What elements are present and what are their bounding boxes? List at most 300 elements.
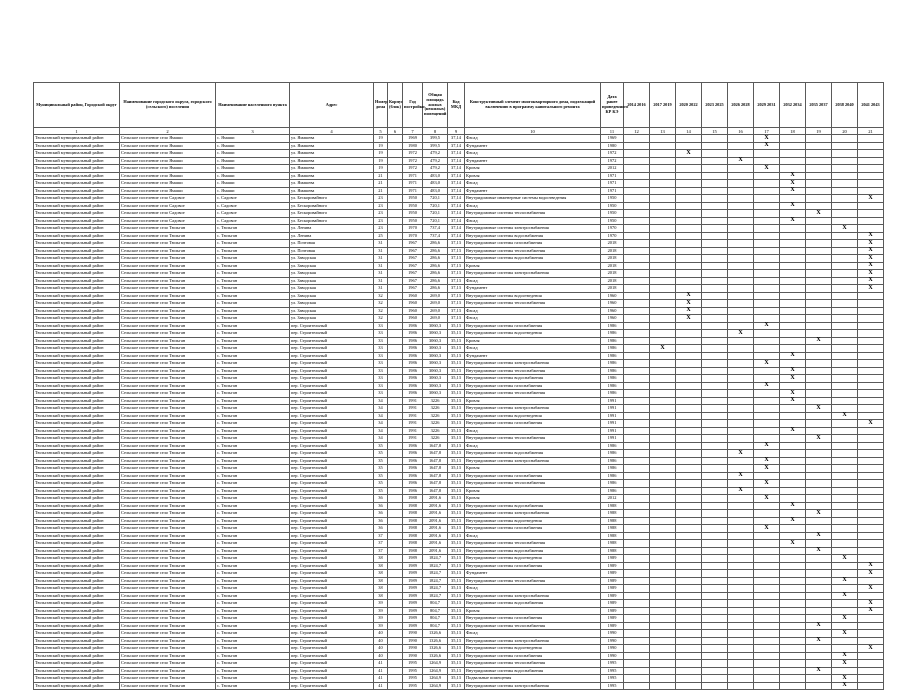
period-mark-cell: X — [858, 585, 884, 593]
period-mark-cell — [832, 375, 858, 383]
last-repair-date-cell: 1991 — [601, 435, 624, 443]
period-mark-cell — [650, 397, 676, 405]
period-mark-cell — [806, 345, 832, 353]
settlement-cell: Сельское поселение село Тюльган — [120, 307, 216, 315]
period-mark-cell — [832, 180, 858, 188]
settlement-cell: Сельское поселение село Тюльган — [120, 367, 216, 375]
period-mark-cell — [728, 637, 754, 645]
last-repair-date-cell: 1989 — [601, 615, 624, 623]
period-mark-cell — [806, 570, 832, 578]
period-mark-cell — [832, 232, 858, 240]
period-mark-cell — [858, 480, 884, 488]
year-built-cell: 1986 — [403, 330, 423, 338]
period-mark-cell — [806, 517, 832, 525]
structural-element-cell: Внутридомовые системы газоснабжения — [465, 615, 601, 623]
period-mark-cell — [650, 660, 676, 668]
period-mark-cell — [832, 532, 858, 540]
area-cell: 399,5 — [423, 135, 448, 143]
structural-element-cell: Внутридомовые системы водоотведения — [465, 292, 601, 300]
period-mark-cell — [858, 592, 884, 600]
period-mark-cell — [702, 292, 728, 300]
address-cell: пер. Строительный — [290, 660, 374, 668]
address-cell: пер. Строительный — [290, 442, 374, 450]
year-built-cell: 1971 — [403, 187, 423, 195]
period-mark-cell — [728, 630, 754, 638]
address-cell: пер. Строительный — [290, 615, 374, 623]
period-mark-cell — [624, 637, 650, 645]
period-mark-cell: X — [858, 645, 884, 653]
last-repair-date-cell: 2018 — [601, 262, 624, 270]
period-mark-cell: X — [806, 667, 832, 675]
period-mark-cell — [754, 150, 780, 158]
address-cell: пер. Строительный — [290, 367, 374, 375]
period-mark-cell — [702, 247, 728, 255]
year-built-cell: 1989 — [403, 592, 423, 600]
period-mark-cell: X — [858, 255, 884, 263]
period-mark-cell — [624, 180, 650, 188]
structural-element-cell: Внутридомовые системы водоснабжения — [465, 667, 601, 675]
table-row — [34, 307, 884, 315]
period-mark-cell — [780, 210, 806, 218]
column-number: 16 — [728, 128, 754, 135]
period-mark-cell — [832, 202, 858, 210]
year-built-cell: 1988 — [403, 547, 423, 555]
settlement-cell: Сельское поселение село Тюльган — [120, 510, 216, 518]
column-number: 17 — [754, 128, 780, 135]
period-mark-cell — [780, 270, 806, 278]
locality-cell: с. Тюльган — [216, 450, 290, 458]
settlement-cell: Сельское поселение село Тюльган — [120, 502, 216, 510]
building-cell — [388, 675, 403, 683]
period-mark-cell — [624, 157, 650, 165]
period-mark-cell — [728, 495, 754, 503]
column-number: 3 — [216, 128, 290, 135]
settlement-cell: Сельское поселение село Тюльган — [120, 450, 216, 458]
period-mark-cell — [806, 322, 832, 330]
settlement-cell: Сельское поселение село Тюльган — [120, 360, 216, 368]
building-cell — [388, 495, 403, 503]
settlement-cell: Сельское поселение село Тюльган — [120, 682, 216, 690]
period-mark-cell: X — [780, 517, 806, 525]
period-mark-cell — [650, 607, 676, 615]
period-mark-cell — [858, 675, 884, 683]
area-cell: 1264,9 — [423, 675, 448, 683]
period-mark-cell: X — [754, 457, 780, 465]
period-mark-cell: X — [806, 210, 832, 218]
mkd-code-cell: 37,14 — [448, 225, 465, 233]
year-built-cell: 1986 — [403, 367, 423, 375]
period-mark-cell — [676, 412, 702, 420]
building-cell — [388, 630, 403, 638]
area-cell: 2091,6 — [423, 517, 448, 525]
period-mark-cell — [806, 255, 832, 263]
period-mark-cell — [676, 217, 702, 225]
period-mark-cell — [624, 345, 650, 353]
locality-cell: с. Тюльган — [216, 247, 290, 255]
period-mark-cell — [858, 165, 884, 173]
period-mark-cell — [676, 577, 702, 585]
period-mark-cell: X — [754, 480, 780, 488]
mkd-code-cell: 35,13 — [448, 397, 465, 405]
mkd-code-cell: 37,14 — [448, 195, 465, 203]
table-row — [34, 240, 884, 248]
area-cell: 737,4 — [423, 232, 448, 240]
area-cell: 1326,6 — [423, 630, 448, 638]
last-repair-date-cell: 1989 — [601, 600, 624, 608]
period-mark-cell — [624, 630, 650, 638]
table-row — [34, 217, 884, 225]
structural-element-cell: Кровля — [465, 465, 601, 473]
period-mark-cell — [676, 135, 702, 143]
period-mark-cell — [650, 322, 676, 330]
period-mark-cell — [858, 435, 884, 443]
period-mark-cell — [676, 277, 702, 285]
building-cell — [388, 405, 403, 413]
address-cell: пер. Строительный — [290, 645, 374, 653]
period-mark-cell — [858, 622, 884, 630]
year-built-cell: 1967 — [403, 247, 423, 255]
period-mark-cell — [676, 285, 702, 293]
year-built-cell: 1967 — [403, 262, 423, 270]
period-mark-cell — [806, 675, 832, 683]
period-mark-cell — [806, 225, 832, 233]
building-cell — [388, 225, 403, 233]
district-cell: Тюльганский муниципальный район — [34, 187, 120, 195]
period-mark-cell — [624, 465, 650, 473]
structural-element-cell: Внутридомовые системы водоснабжения — [465, 547, 601, 555]
locality-cell: с. Тюльган — [216, 232, 290, 240]
year-built-cell: 1950 — [403, 217, 423, 225]
district-cell: Тюльганский муниципальный район — [34, 270, 120, 278]
last-repair-date-cell: 1986 — [601, 345, 624, 353]
period-mark-cell — [832, 405, 858, 413]
address-cell: ул. Бескоровайного — [290, 210, 374, 218]
settlement-cell: Сельское поселение село Тюльган — [120, 240, 216, 248]
settlement-cell: Сельское поселение село Тюльган — [120, 390, 216, 398]
address-cell: пер. Строительный — [290, 427, 374, 435]
period-mark-cell — [832, 262, 858, 270]
locality-cell: с. Ямаши — [216, 142, 290, 150]
structural-element-cell: Кровля — [465, 172, 601, 180]
area-cell: 286,6 — [423, 285, 448, 293]
last-repair-date-cell: 1990 — [601, 637, 624, 645]
period-mark-cell — [650, 450, 676, 458]
period-mark-cell — [858, 187, 884, 195]
period-mark-cell — [676, 465, 702, 473]
table-row — [34, 157, 884, 165]
last-repair-date-cell: 1989 — [601, 622, 624, 630]
settlement-cell: Сельское поселение село Ямаши — [120, 187, 216, 195]
period-mark-cell — [650, 472, 676, 480]
column-header: Муниципальный район, Городской округ — [34, 83, 120, 128]
mkd-code-cell: 37,13 — [448, 300, 465, 308]
address-cell: пер. Строительный — [290, 360, 374, 368]
mkd-code-cell: 35,13 — [448, 682, 465, 690]
settlement-cell: Сельское поселение село Тюльган — [120, 667, 216, 675]
period-mark-cell — [624, 600, 650, 608]
area-cell: 720,1 — [423, 217, 448, 225]
structural-element-cell: Фасад — [465, 345, 601, 353]
period-mark-cell — [676, 600, 702, 608]
structural-element-cell: Внутридомовые системы теплоснабжения — [465, 210, 601, 218]
last-repair-date-cell: 1971 — [601, 172, 624, 180]
period-mark-cell — [650, 360, 676, 368]
structural-element-cell: Кровля — [465, 397, 601, 405]
period-mark-cell — [702, 517, 728, 525]
area-cell: 1326,6 — [423, 637, 448, 645]
period-mark-cell — [728, 660, 754, 668]
period-mark-cell — [754, 622, 780, 630]
period-mark-cell — [728, 352, 754, 360]
period-mark-cell — [650, 457, 676, 465]
period-mark-cell — [832, 427, 858, 435]
period-mark-cell — [832, 352, 858, 360]
period-mark-cell — [858, 397, 884, 405]
period-mark-cell — [728, 262, 754, 270]
period-mark-cell — [728, 172, 754, 180]
settlement-cell: Сельское поселение село Садовое — [120, 210, 216, 218]
period-mark-cell — [702, 637, 728, 645]
locality-cell: с. Тюльган — [216, 472, 290, 480]
period-mark-cell — [832, 277, 858, 285]
period-mark-cell — [832, 637, 858, 645]
period-mark-cell — [676, 322, 702, 330]
area-cell: 479,2 — [423, 165, 448, 173]
period-mark-cell: X — [728, 157, 754, 165]
table-row — [34, 337, 884, 345]
period-mark-cell — [858, 465, 884, 473]
period-mark-cell — [702, 442, 728, 450]
period-mark-cell — [754, 435, 780, 443]
table-row — [34, 457, 884, 465]
table-row — [34, 270, 884, 278]
last-repair-date-cell: 1988 — [601, 510, 624, 518]
area-cell: 1264,9 — [423, 660, 448, 668]
period-mark-cell — [780, 532, 806, 540]
district-cell: Тюльганский муниципальный район — [34, 450, 120, 458]
address-cell: пер. Строительный — [290, 412, 374, 420]
period-mark-cell — [806, 187, 832, 195]
column-header: 2026 2028 — [728, 83, 754, 128]
house-number-cell: 33 — [374, 367, 388, 375]
period-mark-cell — [728, 135, 754, 143]
period-mark-cell — [650, 330, 676, 338]
settlement-cell: Сельское поселение село Ямаши — [120, 135, 216, 143]
house-number-cell: 40 — [374, 645, 388, 653]
period-mark-cell — [624, 645, 650, 653]
period-mark-cell: X — [832, 225, 858, 233]
period-mark-cell — [780, 480, 806, 488]
period-mark-cell — [806, 180, 832, 188]
period-mark-cell — [650, 577, 676, 585]
house-number-cell: 19 — [374, 150, 388, 158]
period-mark-cell — [728, 607, 754, 615]
settlement-cell: Сельское поселение село Тюльган — [120, 300, 216, 308]
period-mark-cell — [650, 232, 676, 240]
address-cell: ул. Ямашева — [290, 165, 374, 173]
period-mark-cell — [650, 135, 676, 143]
district-cell: Тюльганский муниципальный район — [34, 307, 120, 315]
period-mark-cell — [624, 262, 650, 270]
area-cell: 3226 — [423, 420, 448, 428]
address-cell: ул. Заводская — [290, 315, 374, 323]
house-number-cell: 19 — [374, 142, 388, 150]
address-cell: ул. Почтовая — [290, 240, 374, 248]
mkd-code-cell: 35,13 — [448, 390, 465, 398]
period-mark-cell — [806, 285, 832, 293]
period-mark-cell — [624, 480, 650, 488]
area-cell: 2091,6 — [423, 502, 448, 510]
period-mark-cell: X — [728, 487, 754, 495]
locality-cell: с. Тюльган — [216, 570, 290, 578]
period-mark-cell — [650, 157, 676, 165]
year-built-cell: 1972 — [403, 157, 423, 165]
period-mark-cell — [858, 442, 884, 450]
district-cell: Тюльганский муниципальный район — [34, 412, 120, 420]
period-mark-cell — [624, 675, 650, 683]
period-mark-cell: X — [650, 345, 676, 353]
last-repair-date-cell: 1989 — [601, 555, 624, 563]
structural-element-cell: Внутридомовые системы газоснабжения — [465, 525, 601, 533]
period-mark-cell — [832, 667, 858, 675]
period-mark-cell: X — [858, 195, 884, 203]
period-mark-cell — [780, 600, 806, 608]
mkd-code-cell: 35,13 — [448, 660, 465, 668]
period-mark-cell — [806, 195, 832, 203]
house-number-cell: 35 — [374, 480, 388, 488]
district-cell: Тюльганский муниципальный район — [34, 337, 120, 345]
building-cell — [388, 427, 403, 435]
period-mark-cell — [754, 547, 780, 555]
period-mark-cell — [780, 195, 806, 203]
settlement-cell: Сельское поселение село Тюльган — [120, 577, 216, 585]
table-row — [34, 615, 884, 623]
period-mark-cell — [728, 457, 754, 465]
period-mark-cell — [806, 630, 832, 638]
period-mark-cell — [702, 630, 728, 638]
period-mark-cell — [754, 307, 780, 315]
last-repair-date-cell: 2012 — [601, 165, 624, 173]
year-built-cell: 1967 — [403, 270, 423, 278]
period-mark-cell: X — [754, 135, 780, 143]
period-mark-cell — [780, 547, 806, 555]
period-mark-cell — [780, 315, 806, 323]
period-mark-cell — [624, 667, 650, 675]
period-mark-cell — [676, 675, 702, 683]
period-mark-cell: X — [780, 540, 806, 548]
year-built-cell: 1991 — [403, 420, 423, 428]
structural-element-cell: Фасад — [465, 532, 601, 540]
address-cell: пер. Строительный — [290, 682, 374, 690]
building-cell — [388, 480, 403, 488]
period-mark-cell — [858, 300, 884, 308]
district-cell: Тюльганский муниципальный район — [34, 480, 120, 488]
period-mark-cell — [754, 562, 780, 570]
period-mark-cell — [858, 225, 884, 233]
period-mark-cell — [780, 637, 806, 645]
house-number-cell: 33 — [374, 345, 388, 353]
last-repair-date-cell: 1986 — [601, 487, 624, 495]
mkd-code-cell: 35,13 — [448, 645, 465, 653]
period-mark-cell — [650, 592, 676, 600]
last-repair-date-cell: 1972 — [601, 150, 624, 158]
period-mark-cell: X — [676, 292, 702, 300]
year-built-cell: 1989 — [403, 607, 423, 615]
period-mark-cell — [754, 682, 780, 690]
mkd-code-cell: 35,13 — [448, 472, 465, 480]
period-mark-cell — [780, 345, 806, 353]
period-mark-cell: X — [806, 337, 832, 345]
district-cell: Тюльганский муниципальный район — [34, 157, 120, 165]
district-cell: Тюльганский муниципальный район — [34, 217, 120, 225]
period-mark-cell — [780, 142, 806, 150]
year-built-cell: 1986 — [403, 345, 423, 353]
column-number: 2 — [120, 128, 216, 135]
period-mark-cell — [650, 202, 676, 210]
table-row — [34, 142, 884, 150]
mkd-code-cell: 37,14 — [448, 210, 465, 218]
period-mark-cell — [702, 555, 728, 563]
period-mark-cell — [832, 540, 858, 548]
period-mark-cell — [676, 247, 702, 255]
settlement-cell: Сельское поселение село Тюльган — [120, 262, 216, 270]
period-mark-cell — [832, 210, 858, 218]
period-mark-cell — [728, 405, 754, 413]
column-number: 8 — [423, 128, 448, 135]
period-mark-cell: X — [754, 165, 780, 173]
year-built-cell: 1991 — [403, 435, 423, 443]
period-mark-cell — [624, 315, 650, 323]
building-cell — [388, 525, 403, 533]
period-mark-cell — [806, 615, 832, 623]
period-mark-cell — [806, 262, 832, 270]
year-built-cell: 1950 — [403, 202, 423, 210]
period-mark-cell — [780, 465, 806, 473]
mkd-code-cell: 35,13 — [448, 615, 465, 623]
mkd-code-cell: 35,13 — [448, 435, 465, 443]
mkd-code-cell: 37,14 — [448, 180, 465, 188]
mkd-code-cell: 35,13 — [448, 412, 465, 420]
mkd-code-cell: 35,13 — [448, 420, 465, 428]
building-cell — [388, 540, 403, 548]
settlement-cell: Сельское поселение село Садовое — [120, 195, 216, 203]
period-mark-cell — [702, 172, 728, 180]
period-mark-cell — [754, 375, 780, 383]
locality-cell: с. Ямаши — [216, 180, 290, 188]
locality-cell: с. Тюльган — [216, 510, 290, 518]
period-mark-cell: X — [780, 187, 806, 195]
structural-element-cell: Внутридомовые системы электроснабжения — [465, 592, 601, 600]
period-mark-cell — [832, 255, 858, 263]
period-mark-cell — [754, 397, 780, 405]
address-cell: пер. Строительный — [290, 480, 374, 488]
house-number-cell: 37 — [374, 547, 388, 555]
column-header: Наименование городского округа, городского (сельского) поселения — [120, 83, 216, 128]
settlement-cell: Сельское поселение село Тюльган — [120, 345, 216, 353]
period-mark-cell — [650, 442, 676, 450]
period-mark-cell — [806, 585, 832, 593]
area-cell: 269,0 — [423, 300, 448, 308]
structural-element-cell: Фасад — [465, 150, 601, 158]
table-row — [34, 495, 884, 503]
district-cell: Тюльганский муниципальный район — [34, 427, 120, 435]
period-mark-cell — [754, 345, 780, 353]
district-cell: Тюльганский муниципальный район — [34, 292, 120, 300]
period-mark-cell — [728, 555, 754, 563]
period-mark-cell — [702, 367, 728, 375]
last-repair-date-cell: 1986 — [601, 450, 624, 458]
period-mark-cell — [858, 615, 884, 623]
